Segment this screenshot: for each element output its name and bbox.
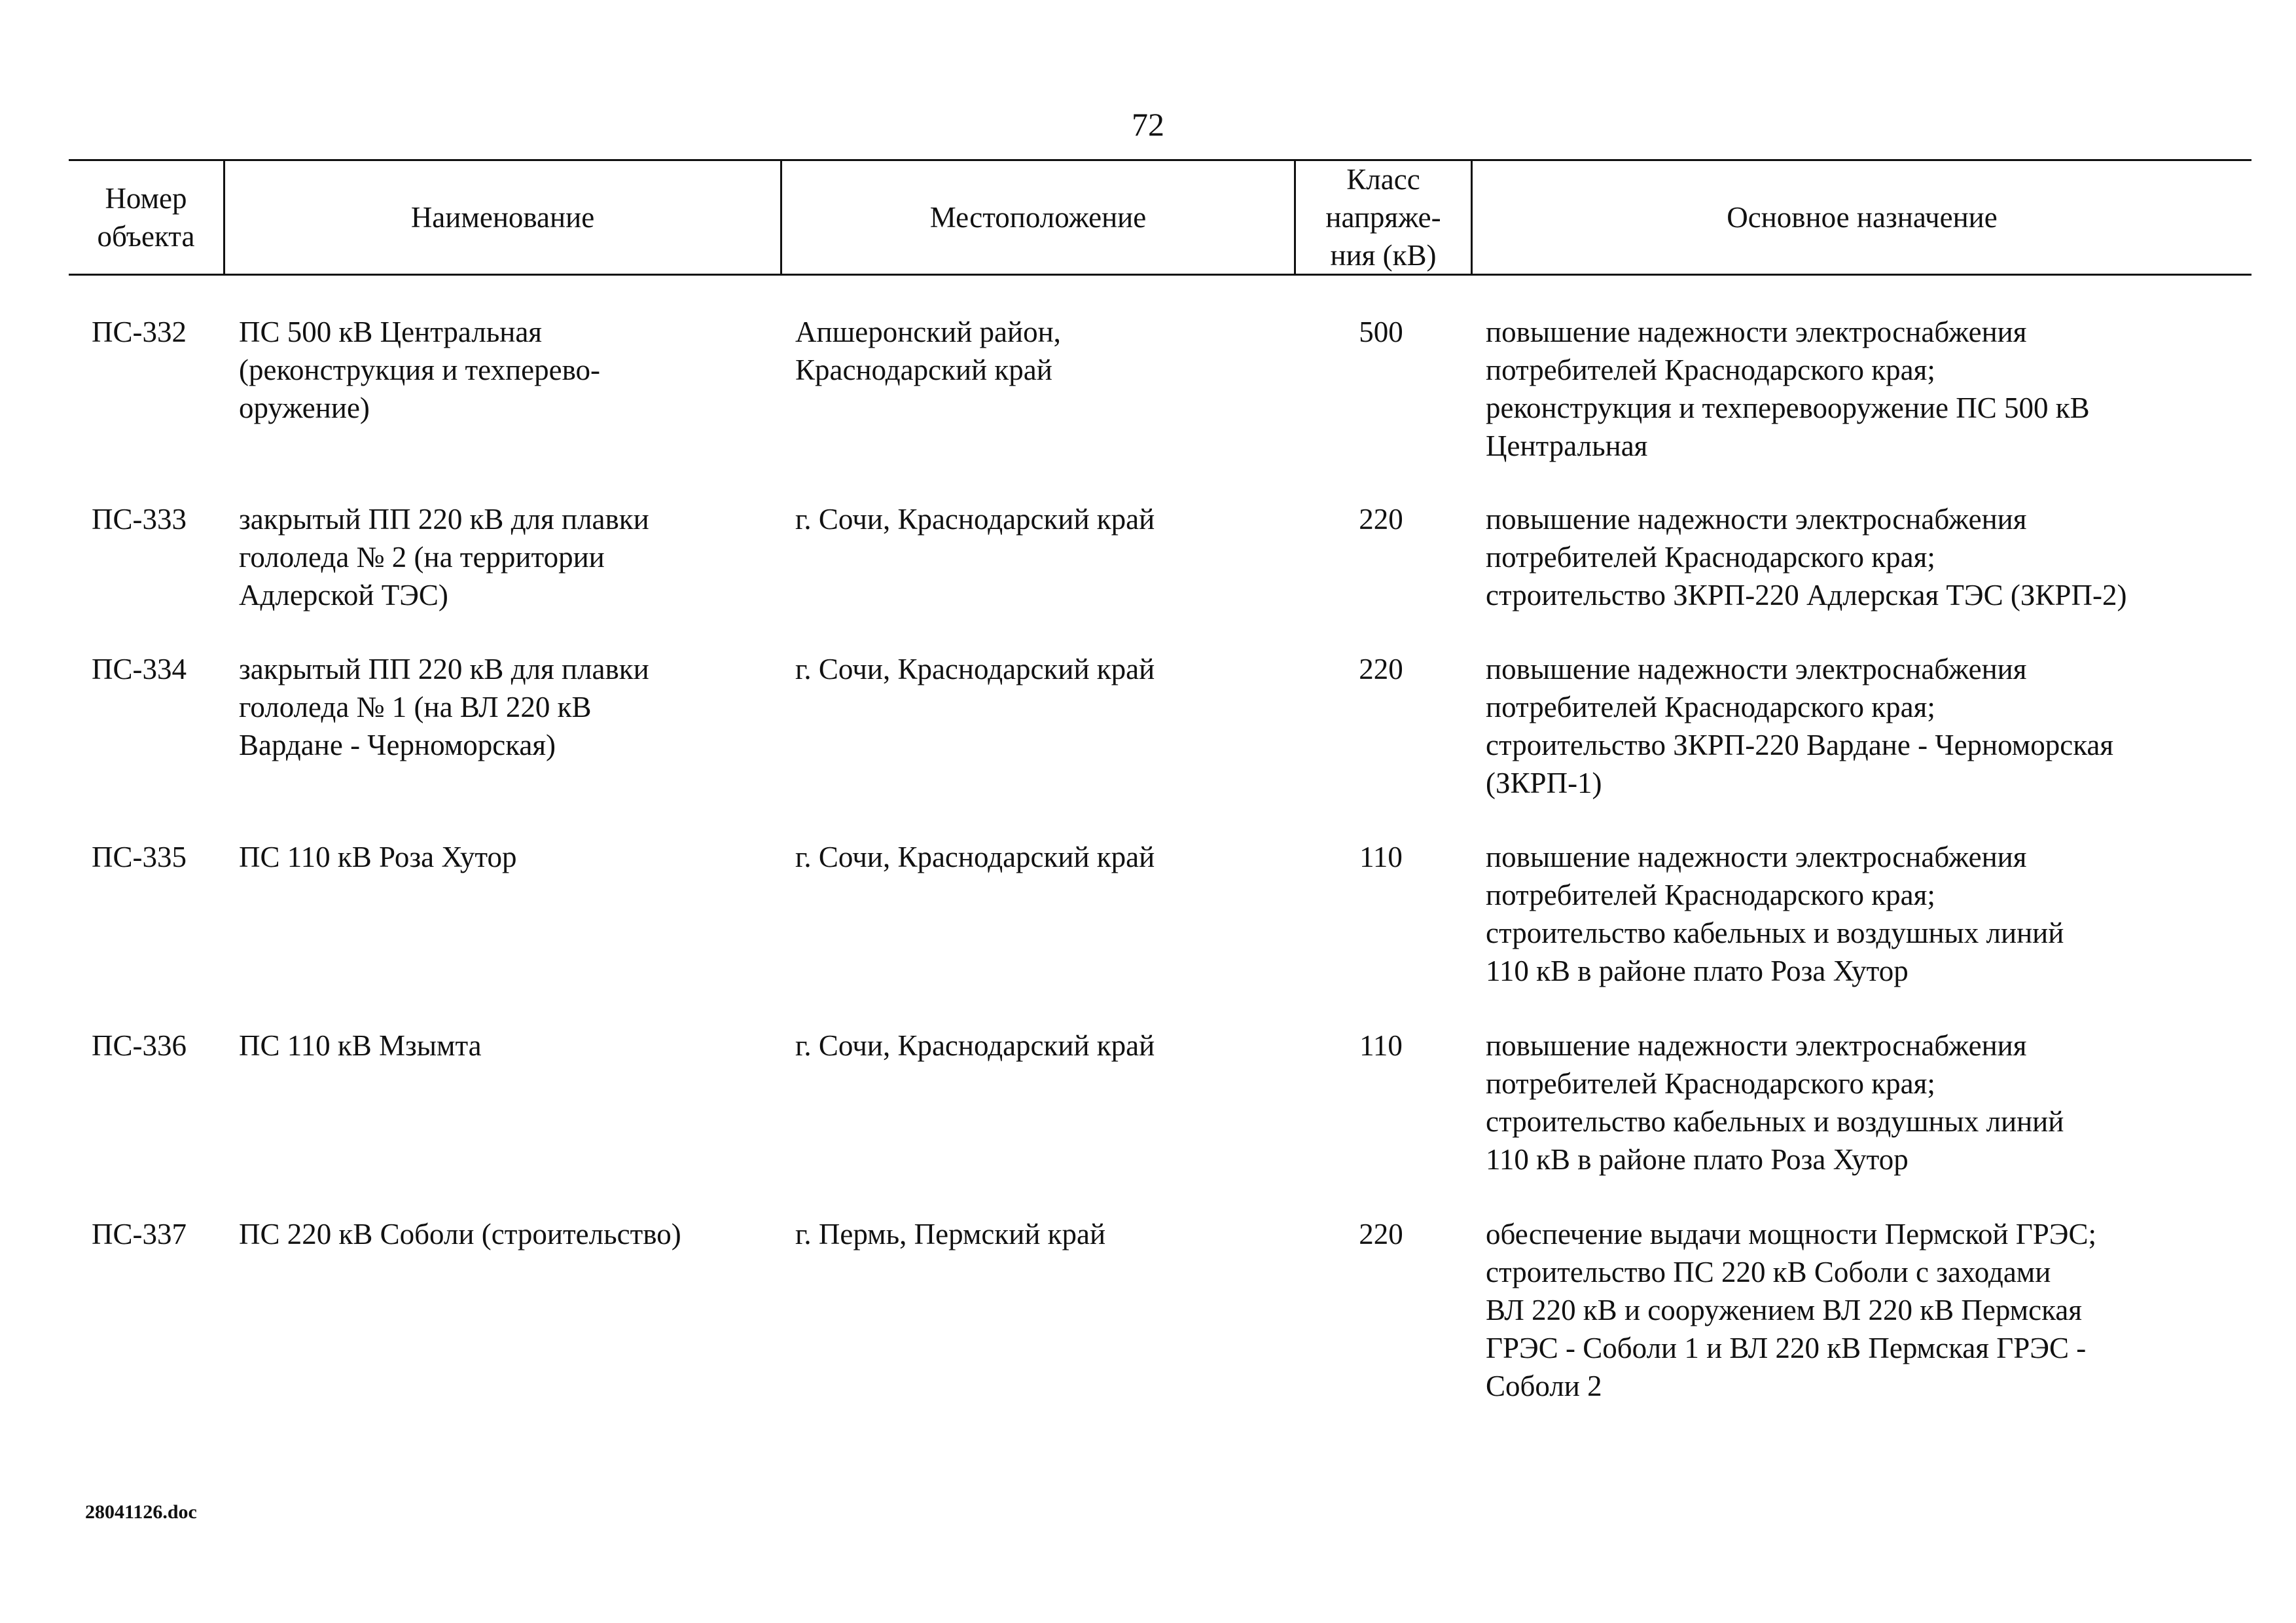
row-name: ПС 110 кВ Роза Хутор	[239, 841, 517, 873]
row-name: закрытый ПП 220 кВ для плавки гололеда № 1 (на ВЛ 220 кВ Вардане - Черноморская)	[239, 653, 649, 761]
row-voltage: 220	[1359, 1218, 1403, 1250]
row-name: закрытый ПП 220 кВ для плавки гололеда № 2 (на территории Адлерской ТЭС)	[239, 503, 649, 611]
header-voltage	[1296, 161, 1471, 274]
row-number: ПС-333	[92, 503, 187, 536]
header-number-text: Номер объекта	[97, 182, 195, 253]
row-number: ПС-336	[92, 1029, 187, 1062]
row-voltage: 110	[1359, 841, 1403, 873]
header-number	[69, 161, 223, 274]
header-purpose	[1473, 161, 2251, 274]
row-purpose: обеспечение выдачи мощности Пермской ГРЭС; строительство ПС 220 кВ Соболи с заходами ВЛ 220 кВ и сооружением ВЛ 220 кВ Пермская ГРЭС - Соболи 1 и ВЛ 220 кВ Пермская ГРЭС - Соболи 2	[1486, 1218, 2097, 1402]
header-location-text: Местоположение	[929, 201, 1147, 234]
row-number: ПС-332	[92, 316, 187, 348]
row-location: Апшеронский район, Краснодарский край	[795, 316, 1061, 386]
row-location: г. Пермь, Пермский край	[795, 1218, 1106, 1250]
row-location: г. Сочи, Краснодарский край	[795, 503, 1155, 536]
row-name: ПС 500 кВ Центральная (реконструкция и техперево- оружение)	[239, 316, 601, 424]
header-name-text: Наименование	[410, 201, 595, 234]
header-name	[225, 161, 780, 274]
header-voltage-text: Класс напряже- ния (кВ)	[1325, 163, 1441, 272]
row-purpose: повышение надежности электроснабжения потребителей Краснодарского края; реконструкция и техперевооружение ПС 500 кВ Центральная	[1486, 316, 2090, 462]
row-purpose: повышение надежности электроснабжения потребителей Краснодарского края; строительство кабельных и воздушных линий 110 кВ в районе плато Роза Хутор	[1486, 841, 2064, 987]
footer-filename: 28041126.doc	[85, 1501, 197, 1523]
row-voltage: 500	[1359, 316, 1403, 348]
row-location: г. Сочи, Краснодарский край	[795, 841, 1155, 873]
header-location	[782, 161, 1294, 274]
table-header-bottom-rule	[69, 274, 2251, 276]
row-name: ПС 110 кВ Мзымта	[239, 1029, 482, 1062]
row-voltage: 220	[1359, 503, 1403, 536]
row-location: г. Сочи, Краснодарский край	[795, 653, 1155, 685]
header-purpose-text: Основное назначение	[1727, 201, 1998, 234]
row-purpose: повышение надежности электроснабжения потребителей Краснодарского края; строительство кабельных и воздушных линий 110 кВ в районе плато Роза Хутор	[1486, 1029, 2064, 1176]
row-voltage: 220	[1359, 653, 1403, 685]
row-purpose: повышение надежности электроснабжения потребителей Краснодарского края; строительство ЗКРП-220 Адлерская ТЭС (ЗКРП-2)	[1486, 503, 2127, 611]
page-number: 72	[1132, 106, 1164, 143]
row-purpose: повышение надежности электроснабжения потребителей Краснодарского края; строительство ЗКРП-220 Вардане - Черноморская (ЗКРП-1)	[1486, 653, 2114, 799]
row-location: г. Сочи, Краснодарский край	[795, 1029, 1155, 1062]
row-number: ПС-334	[92, 653, 187, 685]
row-number: ПС-337	[92, 1218, 187, 1250]
row-name: ПС 220 кВ Соболи (строительство)	[239, 1218, 681, 1250]
row-voltage: 110	[1359, 1029, 1403, 1062]
row-number: ПС-335	[92, 841, 187, 873]
